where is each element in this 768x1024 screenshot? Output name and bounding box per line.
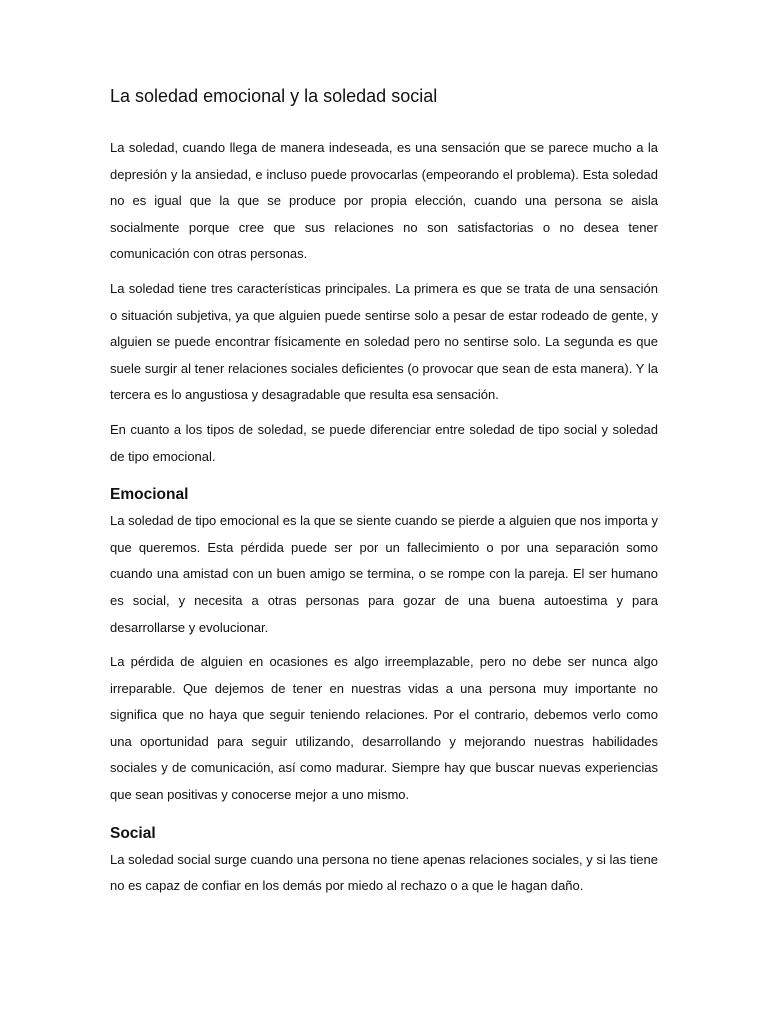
document-title: La soledad emocional y la soledad social: [110, 86, 438, 106]
section-paragraph: La soledad de tipo emocional es la que se siente cuando se pierde a alguien que nos importa y que queremos. Esta pérdida puede ser por un fallecimiento o por una separación somo cuando una amistad con un buen amigo se termina, o se rompe con la pareja. El ser humano es social, y necesita a otras personas para gozar de una buena autoestima y para desarrollarse y evolucionar.: [110, 513, 658, 635]
document-page: [110, 86, 658, 908]
intro-paragraph: En cuanto a los tipos de soledad, se puede diferenciar entre soledad de tipo social y soledad de tipo emocional.: [110, 421, 658, 464]
section-heading-social: Social: [110, 824, 156, 842]
intro-paragraph: La soledad tiene tres características principales. La primera es que se trata de una sensación o situación subjetiva, ya que alguien puede sentirse solo a pesar de estar rodeado de gente, y alguien se puede encontrar físicamente en soledad pero no sentirse solo. La segunda es que suele surgir al tener relaciones sociales deficientes (o provocar que sean de esta manera). Y la tercera es lo angustiosa y desagradable que resulta esa sensación.: [110, 280, 658, 403]
section-heading-emocional: Emocional: [110, 486, 189, 504]
section-paragraph: La pérdida de alguien en ocasiones es algo irreemplazable, pero no debe ser nunca algo irreparable. Que dejemos de tener en nuestras vidas a una persona muy importante no significa que no haya que seguir teniendo relaciones. Por el contrario, debemos verlo como una oportunidad para seguir utilizando, desarrollando y mejorando nuestras habilidades sociales y de comunicación, así como madurar. Siempre hay que buscar nuevas experiencias que sean positivas y conocerse mejor a uno mismo.: [110, 654, 658, 803]
intro-paragraph: La soledad, cuando llega de manera indeseada, es una sensación que se parece mucho a la depresión y la ansiedad, e incluso puede provocarlas (empeorando el problema). Esta soledad no es igual que la que se produce por propia elección, cuando una persona se aisla socialmente porque cree que sus relaciones no son satisfactorias o no desea tener comunicación con otras personas.: [110, 140, 658, 262]
section-paragraph: La soledad social surge cuando una persona no tiene apenas relaciones sociales, y si las tiene no es capaz de confiar en los demás por miedo al rechazo o a que le hagan daño.: [110, 851, 658, 894]
